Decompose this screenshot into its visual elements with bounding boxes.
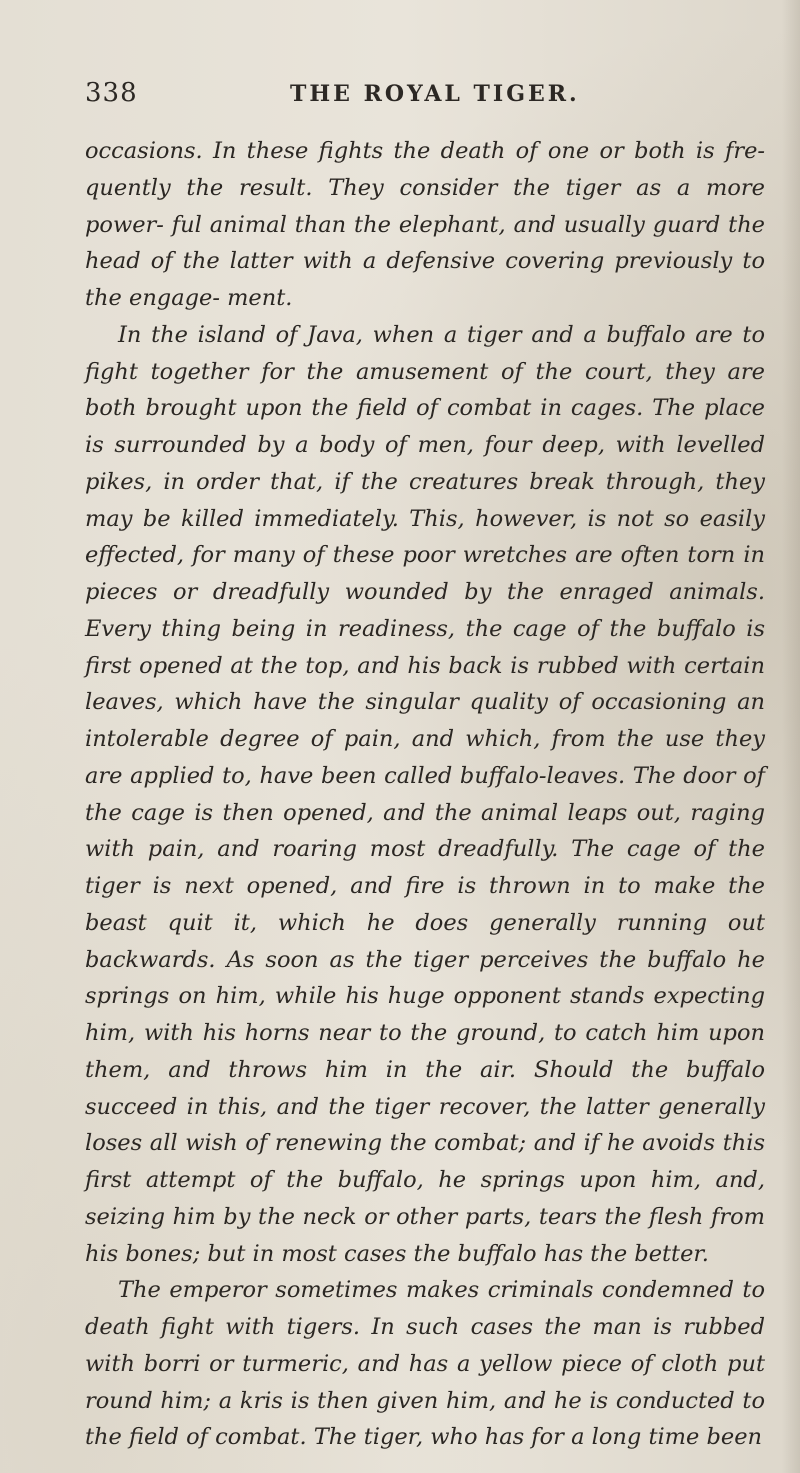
paragraph-1: occasions. In these fights the death of one or both is fre- quently the result. They consider the tiger as a more power- ful animal than the elephant, and usually guard the head of the latter with a defensive covering previously to the engage- ment. — [85, 138, 765, 311]
page-edge-shadow — [782, 0, 800, 1473]
paragraph-3: The emperor sometimes makes criminals condemned to death fight with tigers. In such cases the man is rubbed with borri or turmeric, and has a yellow piece of cloth put round him; a kris is then given him, and he is conducted to the field of combat. The tiger, who has for a long time been — [85, 1277, 765, 1451]
body-text — [85, 133, 765, 1456]
page-number: 338 — [85, 78, 138, 108]
paragraph-2: In the island of Java, when a tiger and a buffalo are to fight together for the amusement of the court, they are both brought upon the field of combat in cages. The place is surrounded by a body of men, four deep, with levelled pikes, in order that, if the creatures break through, they may be killed immediately. This, however, is not so easily effected, for many of these poor wretches are often torn in pieces or dreadfully wounded by the enraged animals. Every thing being in readiness, the cage of the buffalo is first opened at the top, and his back is rubbed with certain leaves, which have the singular quality of occasioning an intolerable degree of pain, and which, from the use they are applied to, have been called buffalo-leaves. The door of the cage is then opened, and the animal leaps out, raging with pain, and roaring most dreadfully. The cage of the tiger is next opened, and fire is thrown in to make the beast quit it, which he does generally running out backwards. As soon as the tiger perceives the buffalo he springs on him, while his huge opponent stands expecting him, with his horns near to the ground, to catch him upon them, and throws him in the air. Should the buffalo succeed in this, and the tiger recover, the latter generally loses all wish of renewing the combat; and if he avoids this first attempt of the buffalo, he springs upon him, and, seizing him by the neck or other parts, tears the flesh from his bones; but in most cases the buffalo has the better. — [85, 321, 765, 1267]
running-title: THE ROYAL TIGER. — [290, 81, 580, 107]
running-head — [85, 78, 765, 118]
